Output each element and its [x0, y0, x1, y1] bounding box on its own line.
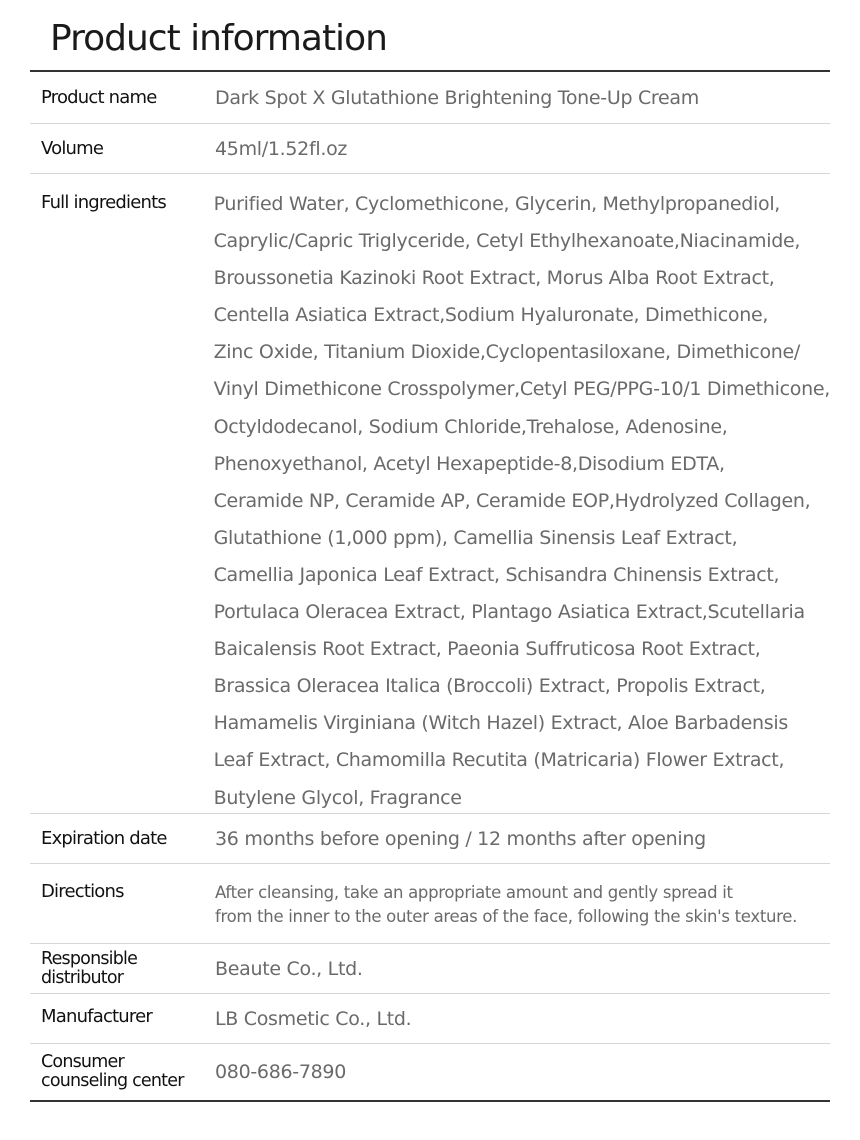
- row-responsible-distributor: [30, 943, 830, 993]
- product-name-label: Product name: [41, 87, 157, 108]
- page-title: Product information: [50, 18, 387, 59]
- manufacturer-label: Manufacturer: [41, 1006, 152, 1027]
- ingredients-line: Broussonetia Kazinoki Root Extract, Morus Alba Root Extract,: [213, 267, 775, 290]
- ingredients-line: Leaf Extract, Chamomilla Recutita (Matricaria) Flower Extract,: [213, 749, 785, 772]
- ingredients-line: Zinc Oxide, Titanium Dioxide,Cyclopentasiloxane, Dimethicone/: [213, 341, 801, 364]
- full-ingredients-label: Full ingredients: [41, 192, 166, 213]
- manufacturer-value: LB Cosmetic Co., Ltd.: [215, 1007, 412, 1030]
- label-line: distributor: [41, 967, 124, 988]
- row-directions: [30, 863, 830, 943]
- directions-line: After cleansing, take an appropriate amount and gently spread it: [215, 883, 733, 902]
- row-consumer-counseling-center: [30, 1043, 830, 1100]
- ingredients-line: Portulaca Oleracea Extract, Plantago Asiatica Extract,Scutellaria: [213, 601, 805, 624]
- ingredients-line: Centella Asiatica Extract,Sodium Hyaluronate, Dimethicone,: [213, 304, 769, 327]
- row-volume: [30, 123, 830, 173]
- ingredients-line: Glutathione (1,000 ppm), Camellia Sinensis Leaf Extract,: [213, 526, 738, 549]
- ingredients-line: Ceramide NP, Ceramide AP, Ceramide EOP,Hydrolyzed Collagen,: [213, 489, 811, 512]
- row-manufacturer: [30, 993, 830, 1043]
- product-name-value: Dark Spot X Glutathione Brightening Tone-Up Cream: [215, 86, 699, 109]
- ingredients-line: Butylene Glycol, Fragrance: [213, 786, 462, 809]
- ingredients-line: Octyldodecanol, Sodium Chloride,Trehalose, Adenosine,: [213, 415, 728, 438]
- consumer-counseling-center-label: [30, 1053, 215, 1091]
- full-ingredients-value: [214, 186, 830, 813]
- directions-label: Directions: [41, 881, 124, 902]
- row-full-ingredients: [30, 173, 830, 813]
- volume-value: 45ml/1.52fl.oz: [215, 137, 348, 160]
- ingredients-line: Caprylic/Capric Triglyceride, Cetyl Ethylhexanoate,Niacinamide,: [213, 230, 801, 253]
- expiration-date-label: Expiration date: [41, 828, 167, 849]
- row-expiration-date: [30, 813, 830, 863]
- ingredients-line: Purified Water, Cyclomethicone, Glycerin, Methylpropanediol,: [213, 193, 781, 215]
- ingredients-line: Hamamelis Virginiana (Witch Hazel) Extract, Aloe Barbadensis: [213, 712, 788, 735]
- label-line: counseling center: [41, 1071, 184, 1091]
- label-line: Responsible: [41, 948, 138, 969]
- product-info-table: [30, 70, 830, 1102]
- consumer-counseling-center-value: 080-686-7890: [215, 1061, 346, 1083]
- ingredients-line: Vinyl Dimethicone Crosspolymer,Cetyl PEG/PPG-10/1 Dimethicone,: [213, 378, 830, 401]
- directions-value: [215, 881, 830, 943]
- expiration-date-value: 36 months before opening / 12 months after opening: [215, 827, 706, 850]
- directions-line: from the inner to the outer areas of the face, following the skin's texture.: [215, 907, 798, 926]
- volume-label: Volume: [41, 138, 104, 159]
- ingredients-line: Camellia Japonica Leaf Extract, Schisandra Chinensis Extract,: [213, 563, 780, 586]
- ingredients-line: Baicalensis Root Extract, Paeonia Suffruticosa Root Extract,: [213, 638, 761, 661]
- responsible-distributor-value: Beaute Co., Ltd.: [215, 957, 363, 980]
- ingredients-line: Phenoxyethanol, Acetyl Hexapeptide-8,Disodium EDTA,: [213, 452, 725, 475]
- responsible-distributor-label: [30, 950, 215, 988]
- row-product-name: [30, 72, 830, 123]
- ingredients-line: Brassica Oleracea Italica (Broccoli) Extract, Propolis Extract,: [213, 675, 766, 698]
- label-line: Consumer: [41, 1052, 124, 1072]
